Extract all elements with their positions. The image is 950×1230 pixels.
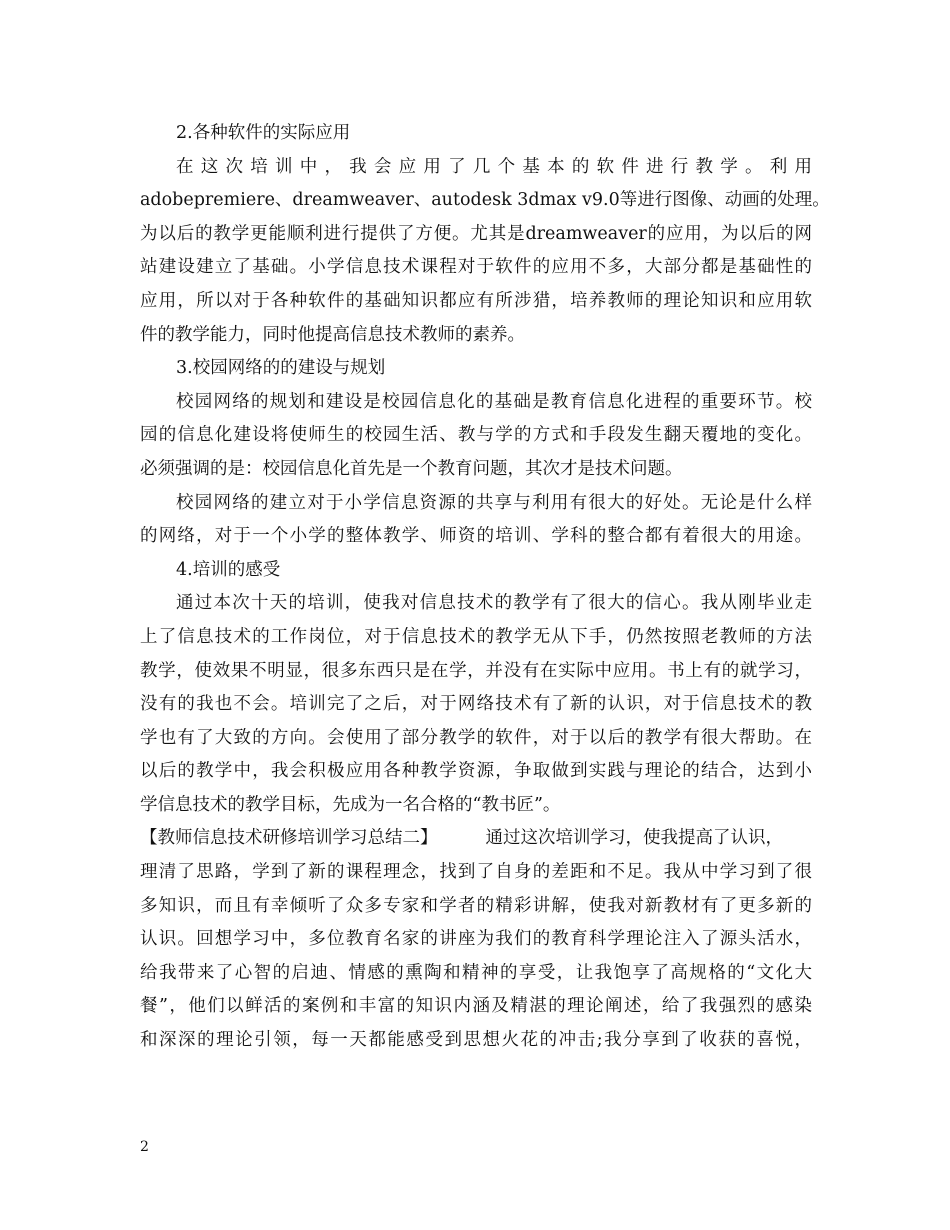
paragraph-line: 以后的教学中，我会积极应用各种教学资源，争取做到实践与理论的结合，达到小 <box>140 761 812 782</box>
summary-heading-line <box>140 822 812 856</box>
paragraph-line: 没有的我也不会。培训完了之后，对于网络技术有了新的认识，对于信息技术的教 <box>140 694 812 715</box>
page-number: 2 <box>140 1139 149 1155</box>
paragraph-line: 件的教学能力，同时他提高信息技术教师的素养。 <box>140 324 525 345</box>
paragraph-line: 为以后的教学更能顺利进行提供了方便。尤其是dreamweaver的应用，为以后的网 <box>140 223 812 244</box>
paragraph-line: adobepremiere、dreamweaver、autodesk 3dmax v9.0等进行图像、动画的处理。 <box>140 190 830 211</box>
paragraph-line: 理清了思路，学到了新的课程理念，找到了自身的差距和不足。我从中学习到了很 <box>140 862 812 883</box>
paragraph-line: 必须强调的是：校园信息化首先是一个教育问题，其次才是技术问题。 <box>140 458 683 479</box>
paragraph-line: 在这次培训中，我会应用了几个基本的软件进行教学。利用 <box>176 156 812 177</box>
section-heading: 2.各种软件的实际应用 <box>176 123 351 143</box>
paragraph-line: 学也有了大致的方向。会使用了部分教学的软件，对于以后的教学有很大帮助。在 <box>140 727 812 748</box>
section-heading: 3.校园网络的的建设与规划 <box>176 358 386 379</box>
paragraph-line: 校园网络的建立对于小学信息资源的共享与利用有很大的好处。无论是什么样 <box>176 492 812 513</box>
section-heading: 4.培训的感受 <box>176 559 281 580</box>
paragraph-line: 上了信息技术的工作岗位，对于信息技术的教学无从下手，仍然按照老教师的方法 <box>140 626 812 647</box>
paragraph-line: 多知识，而且有幸倾听了众多专家和学者的精彩讲解，使我对新教材有了更多新的 <box>140 895 812 916</box>
paragraph-line: 学信息技术的教学目标，先成为一名合格的“教书匠”。 <box>140 794 561 815</box>
paragraph-line: 园的信息化建设将使师生的校园生活、教与学的方式和手段发生翻天覆地的变化。 <box>140 425 812 446</box>
summary-title: 【教师信息技术研修培训学习总结二】 <box>140 828 438 849</box>
paragraph-line: 站建设建立了基础。小学信息技术课程对于软件的应用不多，大部分都是基础性的 <box>140 257 812 278</box>
paragraph-line: 的网络，对于一个小学的整体教学、师资的培训、学科的整合都有着很大的用途。 <box>140 526 812 547</box>
paragraph-line: 应用，所以对于各种软件的基础知识都应有所涉猎，培养教师的理论知识和应用软 <box>140 290 812 311</box>
paragraph-line: 认识。回想学习中，多位教育名家的讲座为我们的教育科学理论注入了源头活水， <box>140 929 812 950</box>
document-body <box>140 117 830 1058</box>
paragraph-line: 和深深的理论引领，每一天都能感受到思想火花的冲击;我分享到了收获的喜悦， <box>140 1030 812 1051</box>
paragraph-line: 通过本次十天的培训，使我对信息技术的教学有了很大的信心。我从刚毕业走 <box>176 593 812 614</box>
summary-first-line: 通过这次培训学习，使我提高了认识， <box>485 828 783 849</box>
paragraph-line: 给我带来了心智的启迪、情感的熏陶和精神的享受，让我饱享了高规格的“文化大 <box>140 962 812 983</box>
paragraph-line: 校园网络的规划和建设是校园信息化的基础是教育信息化进程的重要环节。校 <box>176 391 812 412</box>
paragraph-line: 教学，使效果不明显，很多东西只是在学，并没有在实际中应用。书上有的就学习， <box>140 660 812 681</box>
paragraph-line: 餐”，他们以鲜活的案例和丰富的知识内涵及精湛的理论阐述，给了我强烈的感染 <box>140 996 812 1017</box>
